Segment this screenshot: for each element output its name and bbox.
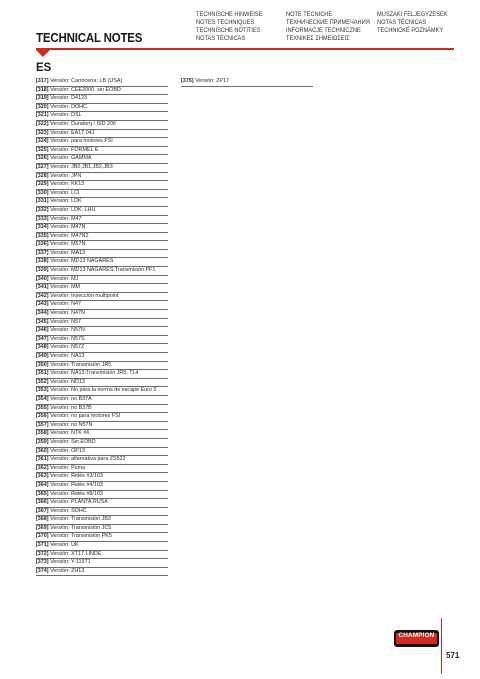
note-code: [330] [36, 189, 49, 196]
note-code: [362] [36, 464, 49, 471]
note-row [36, 473, 168, 482]
header-line: NOTAS TÉCNICAS [377, 19, 427, 26]
note-text: Versión: Transmisión PK5 [50, 533, 112, 540]
note-text: Versión: LCI [50, 189, 80, 196]
note-text: Versión: LDK, LHU [50, 206, 96, 213]
note-code: [350] [36, 361, 49, 368]
note-code: [352] [36, 378, 49, 385]
note-text: Versión: NA13 [50, 353, 85, 359]
note-code: [346] [36, 327, 49, 334]
note-code: [325] [36, 146, 49, 153]
note-row [36, 130, 168, 139]
note-code: [338] [36, 258, 49, 265]
note-text: Versión: GAMMA [50, 155, 92, 162]
note-code: [375] [181, 78, 194, 84]
note-text: Versión: DOHC [50, 103, 87, 110]
note-row [36, 508, 168, 517]
note-row [36, 241, 168, 250]
section-marker-triangle [36, 50, 50, 57]
note-code: [343] [36, 301, 49, 308]
note-code: [342] [36, 292, 49, 299]
note-text: Versión: Duratorq / SID 206 [50, 120, 117, 127]
note-code: [335] [36, 232, 49, 239]
note-text: Versión: N57N [50, 327, 85, 334]
note-row [36, 104, 168, 113]
note-code: [318] [36, 86, 49, 93]
note-text: Versión: Relés #8/103 [50, 490, 103, 497]
note-text: Versión: DSL [50, 112, 82, 119]
note-text: Versión: MM [50, 284, 81, 291]
note-code: [354] [36, 395, 49, 402]
note-code: [326] [36, 155, 49, 162]
note-row [36, 327, 168, 336]
note-row [36, 456, 168, 465]
note-text: Versión: M47 [50, 215, 82, 222]
note-text: Versión: N57Z [50, 344, 85, 351]
note-code: [347] [36, 335, 49, 342]
note-row [36, 319, 168, 328]
note-row [36, 387, 168, 396]
note-text: Versión: MD13 NAGARES [50, 258, 114, 265]
note-code: [328] [36, 172, 49, 179]
header-column-2 [286, 11, 370, 43]
note-row [36, 276, 168, 285]
note-row [36, 482, 168, 491]
note-code: [324] [36, 138, 49, 145]
header-column-1 [196, 11, 262, 43]
note-row [36, 542, 168, 551]
note-row [36, 533, 168, 542]
note-text: Versión: JPN [50, 172, 82, 179]
note-row [36, 87, 168, 96]
note-row [36, 430, 168, 439]
note-code: [317] [36, 78, 49, 84]
note-code: [337] [36, 249, 49, 256]
notes-list-left [36, 78, 168, 576]
note-text: Versión: SOHC [50, 507, 87, 514]
note-code: [334] [36, 224, 49, 231]
note-text: Versión: JB0,JB1,JB2,JB3 [50, 163, 113, 170]
header-line: NOTE TECNICHE [286, 11, 333, 18]
note-text: Versión: Relés #3/103 [50, 473, 103, 480]
note-text: Versión: ZH13 [50, 567, 85, 574]
note-code: [353] [36, 387, 49, 394]
note-text: Versión: N47N [50, 310, 85, 317]
champion-logo [394, 630, 439, 647]
note-text: Versión: NTK #6 [50, 430, 90, 437]
note-code: [327] [36, 163, 49, 170]
note-text: Versión: N57 [50, 318, 81, 325]
note-row [36, 379, 168, 388]
note-text: Versión: KK13 [50, 181, 85, 188]
note-row [36, 465, 168, 474]
note-text: Versión: M57N [50, 241, 86, 248]
note-code: [361] [36, 456, 49, 463]
note-text: Versión: NA13;Transmisión JR5, TL4 [50, 370, 139, 377]
note-row [36, 491, 168, 500]
note-row [36, 284, 168, 293]
note-row [36, 310, 168, 319]
note-text: Versión: OP13 [50, 447, 85, 454]
note-code: [356] [36, 413, 49, 420]
note-code: [370] [36, 533, 49, 540]
header-line: TECHNISCHE NOTITIES [196, 27, 261, 34]
note-row [36, 362, 168, 371]
page-number: 571 [446, 651, 460, 660]
header-rule [36, 48, 454, 50]
note-code: [341] [36, 284, 49, 291]
header-line: NOTES TECHNIQUES [196, 19, 255, 26]
note-text: Versión: EA17 041 [50, 129, 95, 136]
note-code: [355] [36, 404, 49, 411]
note-row [36, 336, 168, 345]
header-line: TECHNISCHE HINWEISE [196, 11, 263, 18]
language-code: ES [36, 62, 52, 74]
note-text: Versión: XT17 LINDE [50, 550, 102, 557]
note-code: [323] [36, 129, 49, 136]
note-text: Versión: no B37A [50, 395, 92, 402]
header-line: ТЕХНИЧЕСКИЕ ПРИМЕЧАНИЯ [286, 19, 370, 26]
note-row [36, 370, 168, 379]
note-row [36, 121, 168, 130]
note-row [36, 353, 168, 362]
note-code: [357] [36, 421, 49, 428]
header-line: ΤΕΧΝΙΚΕΣ ΣΗΜΕΙΩΣΕΙΣ [286, 35, 350, 42]
note-code: [349] [36, 353, 49, 359]
note-code: [358] [36, 430, 49, 437]
note-code: [340] [36, 275, 49, 282]
note-code: [365] [36, 490, 49, 497]
note-text: Versión: No para la norma de escape Euro 5 [50, 387, 157, 394]
note-text: Versión: Puma [50, 464, 86, 471]
note-text: Versión: no para motores FSI [50, 413, 121, 420]
note-text: Versión: Y-115T1 [50, 559, 91, 566]
note-row [36, 405, 168, 414]
note-row [36, 267, 168, 276]
page-title: TECHNICAL NOTES [36, 31, 143, 45]
note-row [36, 190, 168, 199]
note-row [36, 551, 168, 560]
note-text: Versión: M47N [50, 224, 86, 231]
note-row [36, 448, 168, 457]
note-text: Versión: Relés #4/103 [50, 481, 103, 488]
note-row [36, 516, 168, 525]
note-code: [371] [36, 542, 49, 549]
header-line: TECHNICKÉ POZNÁMKY [377, 27, 444, 34]
note-row [36, 78, 168, 87]
header-line: NOTAS TÉCNICAS [196, 35, 246, 42]
note-text: Versión: Transmisión JB3 [50, 516, 111, 523]
note-row [36, 112, 168, 121]
note-code: [339] [36, 267, 49, 274]
note-code: [332] [36, 206, 49, 213]
note-row [36, 525, 168, 534]
note-row [36, 173, 168, 182]
note-text: Versión: MA13 [50, 249, 86, 256]
note-row [36, 344, 168, 353]
note-code: [369] [36, 524, 49, 531]
note-text: Versión: no B37B [50, 404, 92, 411]
note-code: [336] [36, 241, 49, 248]
note-row [36, 224, 168, 233]
note-row [181, 78, 313, 87]
note-row [36, 207, 168, 216]
note-text: Versión: MD13 NAGARES;Transmisión PF1 [50, 267, 156, 274]
note-code: [348] [36, 344, 49, 351]
note-text: Versión: Carrocería: LB (USA) [50, 78, 123, 84]
note-code: [366] [36, 499, 49, 506]
note-code: [320] [36, 103, 49, 110]
note-text: Versión: Transmisión JC5 [50, 524, 112, 531]
note-code: [363] [36, 473, 49, 480]
note-row [36, 155, 168, 164]
note-row [36, 413, 168, 422]
note-code: [329] [36, 181, 49, 188]
note-text: Versión: CEE2000, sin EOBD [50, 86, 121, 93]
note-text: Versión: MJ [50, 275, 79, 282]
note-code: [360] [36, 447, 49, 454]
note-code: [351] [36, 370, 49, 377]
note-code: [333] [36, 215, 49, 222]
note-text: Versión: alternativa para ZS522 [50, 456, 126, 463]
note-text: Versión: ND13 [50, 378, 85, 385]
header-line: MŰSZAKI FELJEGYZÉSEK [377, 11, 448, 18]
note-text: Versión: FORMEL E [50, 146, 99, 153]
logo-text: CHAMPION [398, 632, 435, 639]
note-code: [359] [36, 438, 49, 445]
note-row [36, 138, 168, 147]
note-row [36, 499, 168, 508]
notes-list-right [181, 78, 313, 87]
note-text: Versión: no N57N [50, 421, 93, 428]
note-code: [321] [36, 112, 49, 119]
note-row [36, 233, 168, 242]
note-row [36, 439, 168, 448]
note-row [36, 301, 168, 310]
page-edge-rule [441, 618, 442, 674]
note-row [36, 293, 168, 302]
note-code: [373] [36, 559, 49, 566]
note-code: [344] [36, 310, 49, 317]
note-code: [364] [36, 481, 49, 488]
note-text: Versión: Sin EOBD [50, 438, 96, 445]
note-code: [368] [36, 516, 49, 523]
note-text: Versión: M47N2 [50, 232, 89, 239]
header-line: INFORMACJE TECHNICZNE [286, 27, 361, 34]
note-text: Versión: D4123 [50, 95, 87, 102]
note-row [36, 147, 168, 156]
note-code: [319] [36, 95, 49, 102]
note-row [36, 95, 168, 104]
note-code: [322] [36, 120, 49, 127]
note-row [36, 422, 168, 431]
note-text: Versión: N47 [50, 301, 81, 308]
note-code: [345] [36, 318, 49, 325]
note-text: Versión: PLANTA RUSA [50, 499, 108, 506]
note-text: Versión: UK [50, 542, 79, 549]
note-row [36, 258, 168, 267]
note-row [36, 198, 168, 207]
note-row [36, 181, 168, 190]
note-row [36, 216, 168, 225]
note-text: Versión: LDK [50, 198, 82, 205]
note-row [36, 250, 168, 259]
note-text: Versión: Inyección multipoint [50, 292, 119, 299]
header-column-3 [377, 11, 448, 35]
note-text: Versión: para motores FSI [50, 138, 113, 145]
note-text: Versión: ZP17 [195, 78, 229, 84]
note-row [36, 164, 168, 173]
note-row [36, 568, 168, 577]
note-code: [374] [36, 567, 49, 574]
note-text: Versión: Transmisión JR5 [50, 361, 112, 368]
note-code: [372] [36, 550, 49, 557]
note-code: [367] [36, 507, 49, 514]
note-text: Versión: N57S [50, 335, 85, 342]
note-code: [331] [36, 198, 49, 205]
note-row [36, 559, 168, 568]
note-row [36, 396, 168, 405]
